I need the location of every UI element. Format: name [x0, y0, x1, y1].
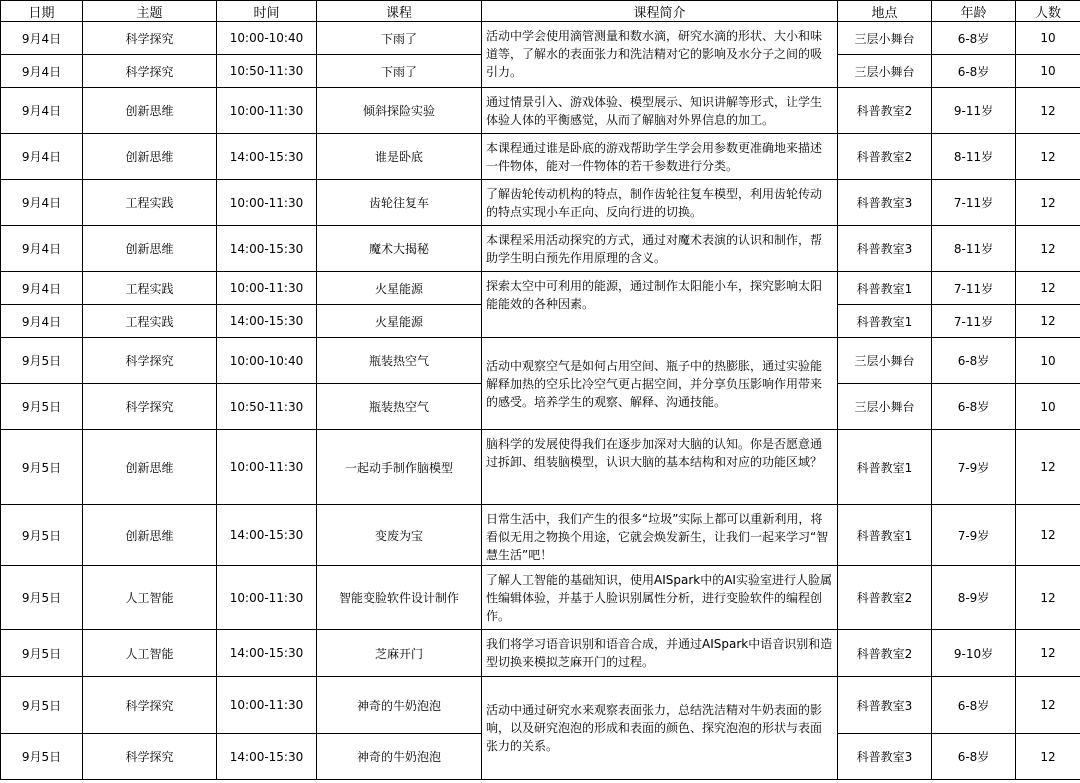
cell-count: 10: [1016, 55, 1080, 88]
cell-location: 科普教室3: [838, 180, 932, 226]
cell-date: 9月4日: [1, 22, 83, 55]
table-row: [1, 505, 1080, 566]
cell-description: 了解人工智能的基础知识，使用AISpark中的AI实验室进行人脸属性编辑体验，并基于人脸识别属性分析，进行变脸软件的编程创作。: [482, 566, 838, 630]
cell-location: 三层小舞台: [838, 384, 932, 430]
cell-date: 9月5日: [1, 505, 83, 566]
cell-location: 科普教室1: [838, 305, 932, 338]
cell-age: 6-8岁: [932, 22, 1016, 55]
table-row: [1, 338, 1080, 384]
cell-date: 9月5日: [1, 630, 83, 677]
cell-course: 神奇的牛奶泡泡: [317, 734, 482, 780]
cell-course: 芝麻开门: [317, 630, 482, 677]
header-course: 课程: [317, 1, 482, 22]
cell-theme: 人工智能: [83, 630, 217, 677]
cell-theme: 创新思维: [83, 134, 217, 180]
cell-time: 10:00-11:30: [217, 88, 317, 134]
cell-course: 变废为宝: [317, 505, 482, 566]
cell-age: 8-11岁: [932, 134, 1016, 180]
header-description: 课程简介: [482, 1, 838, 22]
cell-course: 齿轮往复车: [317, 180, 482, 226]
cell-theme: 创新思维: [83, 505, 217, 566]
cell-description: 探索太空中可利用的能源，通过制作太阳能小车，探究影响太阳能能效的各种因素。: [482, 272, 838, 338]
table-row: [1, 566, 1080, 630]
cell-location: 科普教室2: [838, 134, 932, 180]
cell-theme: 创新思维: [83, 430, 217, 505]
cell-count: 10: [1016, 338, 1080, 384]
cell-course: 瓶装热空气: [317, 338, 482, 384]
cell-theme: 科学探究: [83, 22, 217, 55]
cell-location: 科普教室3: [838, 677, 932, 734]
cell-description: 通过情景引入、游戏体验、模型展示、知识讲解等形式，让学生体验人体的平衡感觉，从而了解脑对外界信息的加工。: [482, 88, 838, 134]
cell-date: 9月4日: [1, 88, 83, 134]
cell-time: 10:00-10:40: [217, 338, 317, 384]
cell-time: 10:50-11:30: [217, 384, 317, 430]
cell-description: 活动中观察空气是如何占用空间、瓶子中的热膨胀，通过实验能解释加热的空乐比冷空气更占据空间，并分享负压影响作用带来的感受。培养学生的观察、解释、沟通技能。: [482, 338, 838, 430]
cell-date: 9月5日: [1, 677, 83, 734]
cell-time: 14:00-15:30: [217, 630, 317, 677]
cell-age: 6-8岁: [932, 677, 1016, 734]
cell-time: 14:00-15:30: [217, 134, 317, 180]
cell-time: 14:00-15:30: [217, 734, 317, 780]
cell-date: 9月4日: [1, 55, 83, 88]
cell-time: 14:00-15:30: [217, 226, 317, 272]
table-row: [1, 677, 1080, 734]
cell-date: 9月4日: [1, 272, 83, 305]
cell-description: 我们将学习语音识别和语音合成，并通过AISpark中语音识别和造型切换来模拟芝麻开门的过程。: [482, 630, 838, 677]
cell-time: 10:00-11:30: [217, 430, 317, 505]
header-date: 日期: [1, 1, 83, 22]
table-row: [1, 272, 1080, 305]
header-row: [1, 1, 1080, 22]
cell-date: 9月4日: [1, 134, 83, 180]
cell-age: 7-11岁: [932, 272, 1016, 305]
cell-count: 10: [1016, 384, 1080, 430]
cell-time: 10:00-10:40: [217, 22, 317, 55]
table-row: [1, 88, 1080, 134]
cell-theme: 科学探究: [83, 384, 217, 430]
cell-theme: 科学探究: [83, 677, 217, 734]
cell-date: 9月4日: [1, 180, 83, 226]
cell-theme: 工程实践: [83, 180, 217, 226]
cell-description: 活动中学会使用滴管测量和数水滴，研究水滴的形状、大小和味道等，了解水的表面张力和洗洁精对它的影响及水分子之间的吸引力。: [482, 22, 838, 88]
cell-location: 科普教室1: [838, 430, 932, 505]
cell-course: 火星能源: [317, 305, 482, 338]
cell-date: 9月5日: [1, 566, 83, 630]
cell-location: 三层小舞台: [838, 55, 932, 88]
cell-location: 科普教室2: [838, 630, 932, 677]
cell-description: 活动中通过研究水来观察表面张力，总结洗洁精对牛奶表面的影响，以及研究泡泡的形成和表面的颜色、探究泡泡的形状与表面张力的关系。: [482, 677, 838, 780]
cell-location: 科普教室3: [838, 226, 932, 272]
cell-theme: 人工智能: [83, 566, 217, 630]
cell-description: 本课程采用活动探究的方式，通过对魔术表演的认识和制作，帮助学生明白预先作用原理的含义。: [482, 226, 838, 272]
cell-age: 6-8岁: [932, 384, 1016, 430]
cell-theme: 工程实践: [83, 305, 217, 338]
header-count: 人数: [1016, 1, 1080, 22]
cell-count: 12: [1016, 430, 1080, 505]
cell-age: 7-11岁: [932, 180, 1016, 226]
table-row: [1, 630, 1080, 677]
cell-age: 6-8岁: [932, 734, 1016, 780]
cell-date: 9月5日: [1, 338, 83, 384]
cell-course: 神奇的牛奶泡泡: [317, 677, 482, 734]
cell-age: 6-8岁: [932, 55, 1016, 88]
header-time: 时间: [217, 1, 317, 22]
cell-theme: 科学探究: [83, 338, 217, 384]
cell-count: 12: [1016, 134, 1080, 180]
cell-theme: 工程实践: [83, 272, 217, 305]
table-row: [1, 430, 1080, 505]
cell-course: 魔术大揭秘: [317, 226, 482, 272]
cell-time: 10:50-11:30: [217, 55, 317, 88]
cell-theme: 科学探究: [83, 734, 217, 780]
cell-date: 9月5日: [1, 384, 83, 430]
cell-age: 9-10岁: [932, 630, 1016, 677]
cell-description: 日常生活中，我们产生的很多“垃圾”实际上都可以重新利用，将看似无用之物换个用途，它就会焕发新生，让我们一起来学习“智慧生活”吧！: [482, 505, 838, 566]
cell-age: 6-8岁: [932, 338, 1016, 384]
cell-age: 8-11岁: [932, 226, 1016, 272]
cell-location: 三层小舞台: [838, 22, 932, 55]
cell-time: 10:00-11:30: [217, 677, 317, 734]
cell-location: 科普教室2: [838, 88, 932, 134]
cell-count: 12: [1016, 677, 1080, 734]
cell-theme: 科学探究: [83, 55, 217, 88]
cell-course: 瓶装热空气: [317, 384, 482, 430]
cell-time: 14:00-15:30: [217, 505, 317, 566]
cell-count: 12: [1016, 305, 1080, 338]
cell-age: 7-9岁: [932, 430, 1016, 505]
cell-count: 12: [1016, 272, 1080, 305]
cell-age: 9-11岁: [932, 88, 1016, 134]
cell-course: 下雨了: [317, 22, 482, 55]
cell-course: 火星能源: [317, 272, 482, 305]
table-row: [1, 134, 1080, 180]
cell-description: 本课程通过谁是卧底的游戏帮助学生学会用参数更准确地来描述一件物体，能对一件物体的若干参数进行分类。: [482, 134, 838, 180]
cell-location: 三层小舞台: [838, 338, 932, 384]
cell-count: 12: [1016, 88, 1080, 134]
cell-location: 科普教室1: [838, 505, 932, 566]
cell-description: 了解齿轮传动机构的特点，制作齿轮往复车模型，利用齿轮传动的特点实现小车正向、反向行进的切换。: [482, 180, 838, 226]
cell-time: 10:00-11:30: [217, 180, 317, 226]
header-theme: 主题: [83, 1, 217, 22]
cell-count: 12: [1016, 566, 1080, 630]
cell-count: 12: [1016, 180, 1080, 226]
cell-theme: 创新思维: [83, 226, 217, 272]
cell-time: 14:00-15:30: [217, 305, 317, 338]
cell-count: 12: [1016, 734, 1080, 780]
cell-time: 10:00-11:30: [217, 566, 317, 630]
table-row: [1, 180, 1080, 226]
cell-course: 下雨了: [317, 55, 482, 88]
cell-age: 7-11岁: [932, 305, 1016, 338]
cell-course: 谁是卧底: [317, 134, 482, 180]
cell-date: 9月4日: [1, 305, 83, 338]
cell-date: 9月5日: [1, 734, 83, 780]
cell-age: 7-9岁: [932, 505, 1016, 566]
cell-theme: 创新思维: [83, 88, 217, 134]
cell-count: 12: [1016, 505, 1080, 566]
cell-count: 12: [1016, 226, 1080, 272]
header-age: 年龄: [932, 1, 1016, 22]
cell-course: 倾斜探险实验: [317, 88, 482, 134]
header-location: 地点: [838, 1, 932, 22]
table-row: [1, 22, 1080, 55]
cell-course: 一起动手制作脑模型: [317, 430, 482, 505]
cell-count: 10: [1016, 22, 1080, 55]
cell-date: 9月5日: [1, 430, 83, 505]
cell-age: 8-9岁: [932, 566, 1016, 630]
cell-location: 科普教室2: [838, 566, 932, 630]
cell-description: 脑科学的发展使得我们在逐步加深对大脑的认知。你是否愿意通过拆卸、组装脑模型，认识大脑的基本结构和对应的功能区域？: [482, 430, 838, 505]
cell-location: 科普教室1: [838, 272, 932, 305]
table-row: [1, 226, 1080, 272]
cell-time: 10:00-11:30: [217, 272, 317, 305]
cell-date: 9月4日: [1, 226, 83, 272]
cell-count: 12: [1016, 630, 1080, 677]
cell-course: 智能变脸软件设计制作: [317, 566, 482, 630]
cell-location: 科普教室3: [838, 734, 932, 780]
